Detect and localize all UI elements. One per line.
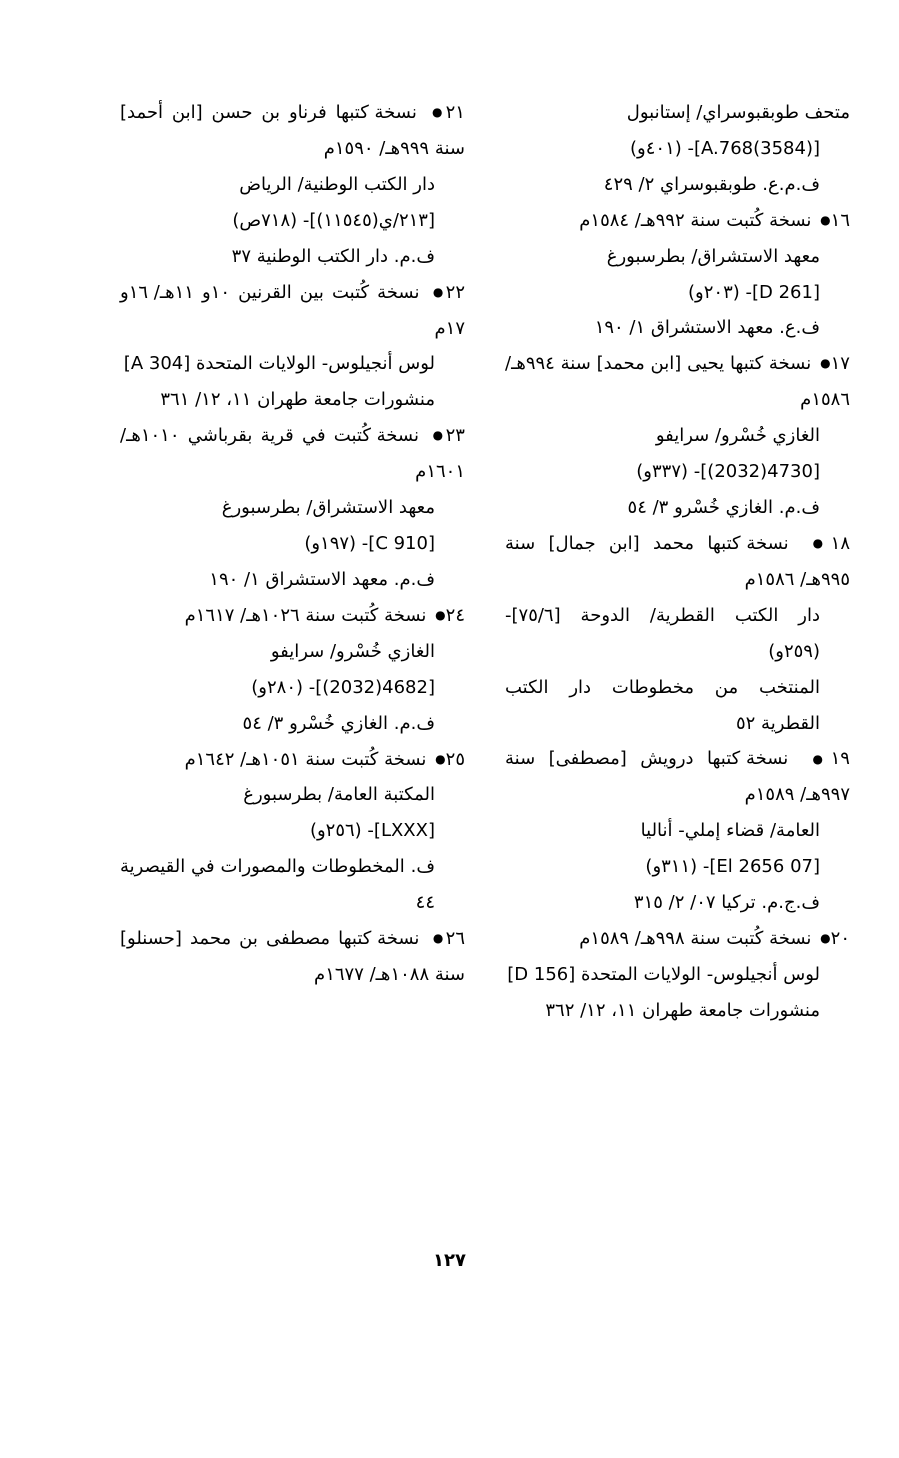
bullet-icon: ● xyxy=(430,428,446,443)
library-location: دار الكتب القطرية/ الدوحة [٧٥/٦]- (٢٥٩و) xyxy=(505,604,820,662)
bullet-icon: ● xyxy=(428,105,446,120)
list-item xyxy=(505,921,850,1029)
catalog-reference: ف.ج.م. تركيا ٠٧/ ٢/ ٣١٥ xyxy=(633,892,820,914)
library-location: دار الكتب الوطنية/ الرياض xyxy=(239,173,435,195)
shelfmark: [D 261]- (٢٠٣و) xyxy=(688,281,820,303)
copy-description: نسخة كتبها يحيى [ابن محمد] سنة ٩٩٤هـ/ ١٥٨٦م xyxy=(505,353,850,411)
bullet-icon: ● xyxy=(820,931,831,946)
list-item xyxy=(120,598,465,742)
library-location: لوس أنجيلوس- الولايات المتحدة [D 156] xyxy=(507,963,820,985)
library-location: معهد الاستشراق/ بطرسبورغ xyxy=(606,245,820,267)
shelfmark: [LXXX]- (٢٥٦و) xyxy=(309,820,435,842)
catalog-reference: ف.ع. معهد الاستشراق ١/ ١٩٠ xyxy=(594,317,820,339)
entry-number: ١٦ xyxy=(830,209,850,231)
entry-number: ١٩ xyxy=(830,748,850,770)
shelfmark: [4682(2032)]- (٢٨٠و) xyxy=(251,676,435,698)
copy-description: نسخة كُتبت بين القرنين ١٠و ١١هـ/ ١٦و ١٧م xyxy=(120,281,465,339)
list-item xyxy=(120,742,465,922)
copy-description: نسخة كُتبت سنة ٩٩٨هـ/ ١٥٨٩م xyxy=(579,928,812,950)
entry-number: ٢٦ xyxy=(445,928,465,950)
entry-number: ١٨ xyxy=(830,532,850,554)
entry-number: ٢٥ xyxy=(445,748,465,770)
catalog-reference: ف.م.ع. طوبقبوسراي ٢/ ٤٢٩ xyxy=(603,173,820,195)
list-item xyxy=(505,95,850,203)
copy-description: نسخة كُتبت سنة ٩٩٢هـ/ ١٥٨٤م xyxy=(579,209,812,231)
catalog-reference: منشورات جامعة طهران ١١، ١٢/ ٣٦٢ xyxy=(545,999,820,1021)
bullet-icon: ● xyxy=(430,284,446,299)
bullet-icon: ● xyxy=(430,931,446,946)
catalog-reference: ف.م. الغازي خُسْرو ٣/ ٥٤ xyxy=(242,712,435,734)
copy-description: نسخة كتبها درويش [مصطفى] سنة ٩٩٧هـ/ ١٥٨٩م xyxy=(505,748,850,806)
list-item xyxy=(505,741,850,921)
bullet-icon: ● xyxy=(805,536,831,551)
catalog-reference: ف.م. معهد الاستشراق ١/ ١٩٠ xyxy=(209,568,435,590)
copy-description: نسخة كتبها محمد [ابن جمال] سنة ٩٩٥هـ/ ١٥٨٦م xyxy=(505,532,850,590)
library-location: المكتبة العامة/ بطرسبورغ xyxy=(243,784,435,806)
list-item xyxy=(505,203,850,347)
list-item xyxy=(120,418,465,598)
library-location: لوس أنجيلوس- الولايات المتحدة [A 304] xyxy=(123,353,435,375)
entry-number: ١٧ xyxy=(830,353,850,375)
shelfmark: [07 El 2656]- (٣١١و) xyxy=(645,856,820,878)
entry-text: متحف طوبقبوسراي/ إستانبول xyxy=(626,102,850,123)
catalog-reference: ف. المخطوطات والمصورات في القيصرية ٤٤ xyxy=(120,856,435,914)
bullet-icon: ● xyxy=(435,607,446,622)
catalog-reference: ف.م. الغازي خُسْرو ٣/ ٥٤ xyxy=(627,497,820,519)
entry-number: ٢١ xyxy=(445,102,465,123)
copy-description: نسخة كتبها فرناو بن حسن [ابن أحمد] سنة ٩٩٩هـ/ ١٥٩٠م xyxy=(120,102,465,159)
catalog-reference: المنتخب من مخطوطات دار الكتب القطرية ٥٢ xyxy=(505,676,820,734)
library-location: معهد الاستشراق/ بطرسبورغ xyxy=(221,497,435,519)
list-item xyxy=(120,275,465,419)
copy-description: نسخة كُتبت سنة ١٠٢٦هـ/ ١٦١٧م xyxy=(184,604,427,626)
right-column xyxy=(505,95,850,1029)
shelfmark: [4730(2032)]- (٣٣٧و) xyxy=(636,461,820,483)
list-item xyxy=(505,526,850,741)
entry-number: ٢٢ xyxy=(445,281,465,303)
entry-number: ٢٤ xyxy=(445,604,465,626)
bullet-icon: ● xyxy=(820,356,831,371)
library-location: العامة/ قضاء إملي- أناليا xyxy=(640,820,820,842)
catalog-reference: منشورات جامعة طهران ١١، ١٢/ ٣٦١ xyxy=(160,389,435,411)
shelfmark: [A.768(3584)]- (٤٠١و) xyxy=(630,137,820,159)
copy-description: نسخة كُتبت في قرية بقرباشي ١٠١٠هـ/ ١٦٠١م xyxy=(120,425,465,483)
library-location: الغازي خُسْرو/ سرايفو xyxy=(655,425,820,447)
entry-number: ٢٠ xyxy=(830,928,850,950)
bullet-icon: ● xyxy=(820,212,831,227)
library-location: الغازي خُسْرو/ سرايفو xyxy=(270,640,435,662)
entry-number: ٢٣ xyxy=(445,425,465,447)
list-item xyxy=(505,346,850,526)
shelfmark: [٢١٣/ي(١١٥٤٥)]- (٧١٨ص) xyxy=(232,209,435,231)
catalog-reference: ف.م. دار الكتب الوطنية ٣٧ xyxy=(231,245,435,267)
shelfmark: [C 910]- (١٩٧و) xyxy=(304,533,435,555)
copy-description: نسخة كتبها مصطفى بن محمد [حسنلو] سنة ١٠٨٨هـ/ ١٦٧٧م xyxy=(120,928,465,986)
bullet-icon: ● xyxy=(804,751,831,766)
copy-description: نسخة كُتبت سنة ١٠٥١هـ/ ١٦٤٢م xyxy=(184,748,427,770)
left-column xyxy=(120,95,465,993)
list-item xyxy=(120,95,465,275)
list-item xyxy=(120,921,465,993)
bullet-icon: ● xyxy=(435,751,446,766)
page-number: ١٢٧ xyxy=(433,1250,466,1271)
